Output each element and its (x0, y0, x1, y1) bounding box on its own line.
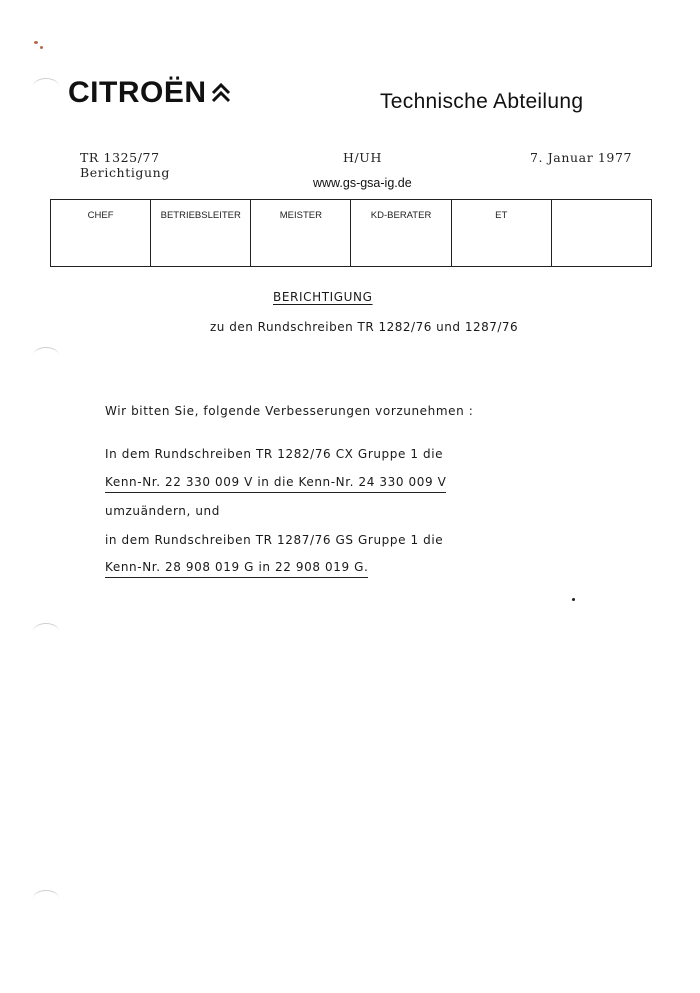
body-line-5 (105, 560, 368, 574)
body-line-3: umzuändern, und (105, 504, 220, 518)
department-title: Technische Abteilung (380, 90, 584, 113)
correction-line-1: Kenn-Nr. 22 330 009 V in die Kenn-Nr. 24 330 009 V (105, 475, 446, 493)
distribution-cell-et: ET (451, 200, 551, 267)
punch-hole-mark (33, 347, 59, 364)
distribution-cell-chef: CHEF (51, 200, 151, 267)
document-subtitle: zu den Rundschreiben TR 1282/76 und 1287/76 (210, 320, 519, 334)
correction-line-2: Kenn-Nr. 28 908 019 G in 22 908 019 G. (105, 560, 368, 578)
scan-speck (34, 41, 38, 44)
distribution-table (50, 199, 652, 267)
website-url: www.gs-gsa-ig.de (313, 176, 412, 190)
body-line-2 (105, 475, 446, 489)
punch-hole-mark (33, 890, 59, 907)
distribution-cell-betriebsleiter: BETRIEBSLEITER (151, 200, 251, 267)
double-chevron-icon (211, 81, 231, 105)
reference-subtitle: Berichtigung (80, 165, 170, 180)
distribution-cell-empty (551, 200, 651, 267)
citroen-logo (68, 76, 231, 110)
brand-wordmark: CITROËN (68, 76, 207, 109)
punch-hole-mark (33, 78, 59, 95)
initials: H/UH (343, 150, 382, 165)
distribution-cell-kd-berater: KD-BERATER (351, 200, 451, 267)
punch-hole-mark (33, 623, 59, 640)
intro-text: Wir bitten Sie, folgende Verbesserungen vorzunehmen : (105, 404, 474, 418)
reference-number: TR 1325/77 (80, 150, 160, 165)
date: 7. Januar 1977 (530, 150, 633, 165)
distribution-cell-meister: MEISTER (251, 200, 351, 267)
body-line-4: in dem Rundschreiben TR 1287/76 GS Gruppe 1 die (105, 533, 444, 547)
scan-speck (40, 46, 43, 49)
body-line-1: In dem Rundschreiben TR 1282/76 CX Gruppe 1 die (105, 447, 444, 461)
scan-speck (572, 598, 575, 601)
document-title: BERICHTIGUNG (273, 290, 373, 304)
